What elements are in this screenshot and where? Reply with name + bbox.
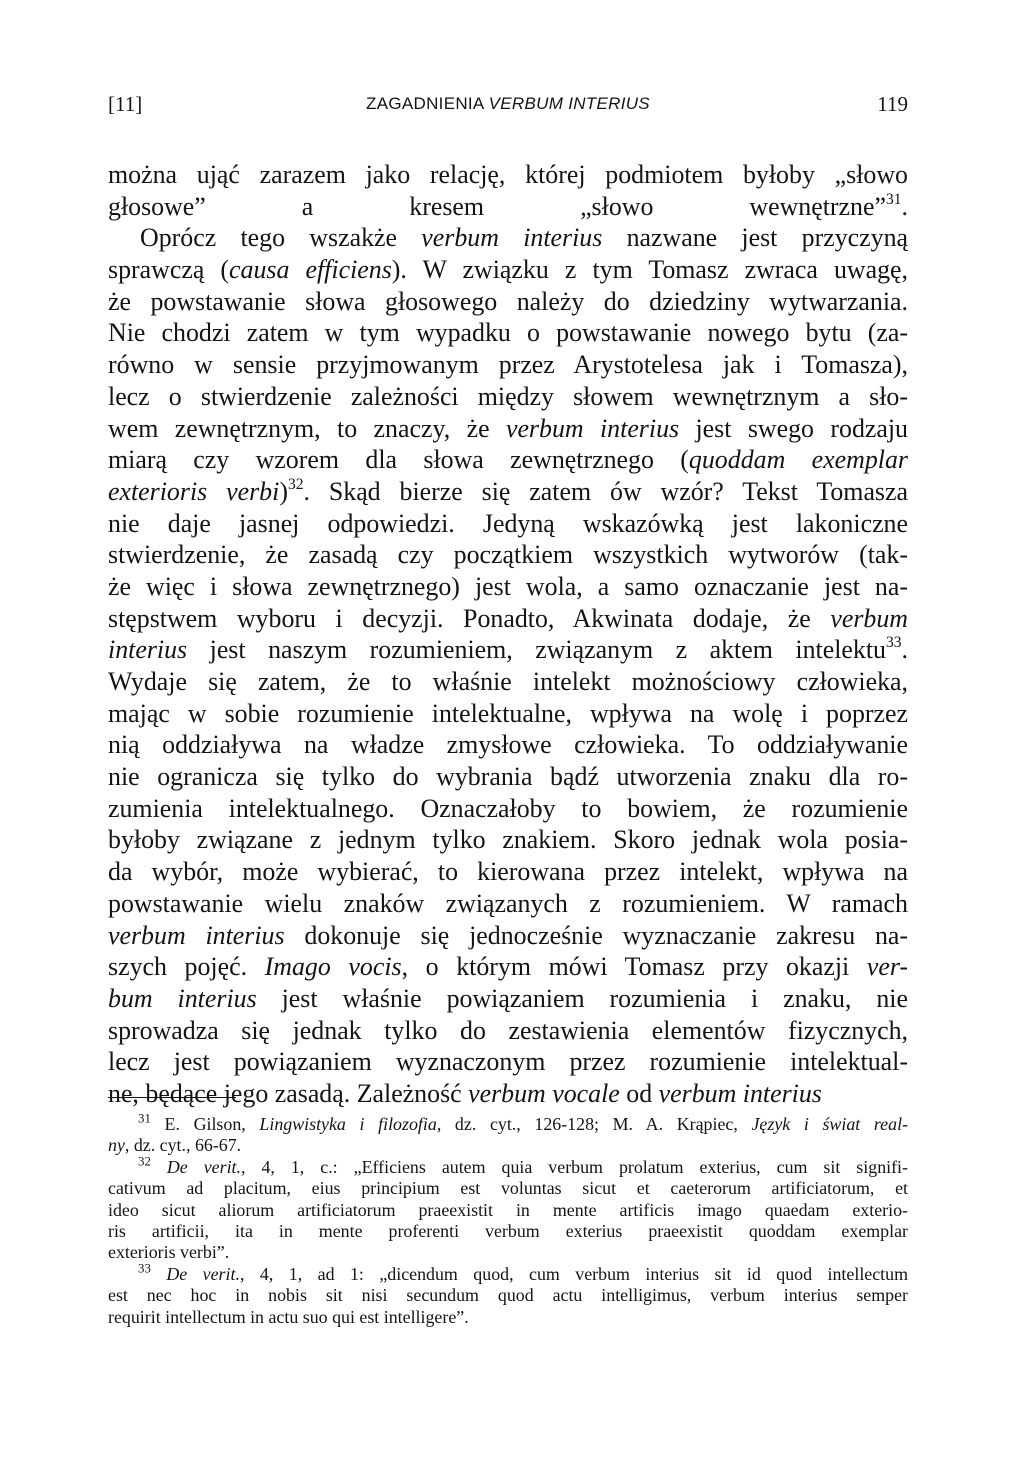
text-run: wem zewnętrznym, to znaczy, że	[108, 413, 506, 443]
footnote-line	[108, 1135, 908, 1156]
italic-text: quoddam exemplar	[688, 445, 908, 475]
italic-text: bum interius	[108, 983, 257, 1013]
text-run: , 4, 1, c.: „Efficiens autem quia verbum prolatum exterius, cum sit signifi-	[240, 1156, 908, 1177]
body-line	[108, 413, 908, 445]
text-run: ). W związku z tym Tomasz zwraca uwagę,	[391, 255, 908, 285]
running-title-italic: VERBUM INTERIUS	[488, 94, 650, 113]
body-line	[108, 191, 908, 223]
footnote-line	[108, 1242, 908, 1263]
text-run: sprowadza się jednak tylko do zestawienia elementów fizycznych,	[108, 1015, 908, 1045]
body-line	[108, 698, 908, 730]
text-run: requirit intellectum in actu suo qui est intelligere”.	[108, 1306, 469, 1327]
italic-text: verbum interius	[505, 413, 680, 443]
body-line	[108, 476, 908, 508]
footnote-line	[108, 1157, 908, 1178]
body-line	[108, 983, 908, 1015]
footnote-separator	[108, 1097, 236, 1098]
body-line	[108, 254, 908, 286]
text-run: ris artificii, ita in mente proferenti verbum exterius praeexistit quoddam exemplar	[108, 1220, 908, 1241]
italic-text: interius	[108, 635, 188, 665]
footnote-ref: 33	[885, 634, 902, 652]
text-run	[151, 1157, 167, 1177]
body-line	[108, 824, 908, 856]
footnote-ref: 31	[885, 190, 902, 208]
running-title	[108, 94, 908, 114]
text-run: byłoby związane z jednym tylko znakiem. Skoro jednak wola posia-	[108, 825, 908, 855]
text-run: da wybór, może wybierać, to kierowana przez intelekt, wpływa na	[108, 857, 908, 887]
footnote-line	[108, 1178, 908, 1199]
text-run: cativum ad placitum, eius principium est voluntas sicut et caeterorum artificiatorum, et	[108, 1178, 908, 1199]
body-line	[108, 951, 908, 983]
running-title-plain: ZAGADNIENIA	[366, 94, 489, 113]
body-line	[108, 222, 908, 254]
body-line	[108, 634, 908, 666]
footnote-line	[108, 1221, 908, 1242]
text-run: równo w sensie przyjmowanym przez Arystotelesa jak i Tomasza),	[108, 350, 908, 380]
text-run	[151, 1264, 166, 1284]
italic-text: causa efficiens	[229, 255, 392, 285]
text-run: Nie chodzi zatem w tym wypadku o powstawanie nowego bytu (za-	[108, 318, 908, 348]
text-run: stępstwem wyboru i decyzji. Ponadto, Akwinata dodaje, że	[108, 603, 831, 633]
body-line	[108, 793, 908, 825]
body-line	[108, 1078, 908, 1110]
body-line	[108, 349, 908, 381]
italic-text: Język i świat real-	[751, 1114, 908, 1134]
text-run: głosowe” a kresem „słowo wewnętrzne”	[108, 191, 886, 221]
footnote-line	[108, 1264, 908, 1285]
body-line	[108, 444, 908, 476]
text-run: , 4, 1, ad 1: „dicendum quod, cum verbum interius sit id quod intellectum	[239, 1263, 908, 1284]
text-run: .	[901, 191, 908, 221]
body-line	[108, 286, 908, 318]
text-run: że powstawanie słowa głosowego należy do dziedziny wytwarzania.	[108, 286, 908, 316]
text-run: nazwane jest przyczyną	[602, 223, 908, 253]
text-run: nią oddziaływa na władze zmysłowe człowieka. To oddziaływanie	[108, 730, 908, 760]
text-run: .	[901, 635, 908, 665]
text-run: , o którym mówi Tomasz przy okazji	[401, 952, 867, 982]
italic-text: verbum vocale	[468, 1078, 620, 1108]
italic-text: Imago vocis	[264, 952, 402, 982]
text-run: , dz. cyt., 126-128; M. A. Krąpiec,	[436, 1114, 752, 1134]
body-line	[108, 381, 908, 413]
text-run: od	[619, 1078, 659, 1108]
text-run: . Skąd bierze się zatem ów wzór? Tekst Tomasza	[303, 476, 908, 506]
footnote-ref: 32	[138, 1156, 151, 1169]
body-line	[108, 539, 908, 571]
text-run: Oprócz tego wszakże	[140, 223, 422, 253]
footnote-ref: 32	[287, 476, 304, 493]
body-line	[108, 159, 908, 191]
body-line	[108, 603, 908, 635]
body-line	[108, 317, 908, 349]
footnote-line	[108, 1114, 908, 1135]
body-text	[108, 159, 908, 1110]
text-run: nie ogranicza się tylko do wybrania bądź utworzenia znaku dla ro-	[108, 762, 908, 792]
body-line	[108, 508, 908, 540]
italic-text: ver-	[866, 952, 908, 982]
body-line	[108, 1015, 908, 1047]
italic-text: verbum interius	[421, 223, 603, 253]
text-run: dokonuje się jednocześnie wyznaczanie zakresu na-	[284, 920, 908, 950]
text-run: szych pojęć.	[108, 952, 265, 982]
body-line	[108, 761, 908, 793]
text-run: est nec hoc in nobis sit nisi secundum quod actu intelligimus, verbum interius semper	[108, 1285, 908, 1306]
italic-text: verbum	[830, 603, 908, 633]
body-line	[108, 666, 908, 698]
text-run: )	[279, 476, 288, 506]
text-run: E. Gilson,	[150, 1114, 260, 1134]
text-run: jest właśnie powiązaniem rozumienia i znaku, nie	[256, 983, 908, 1013]
text-run: mając w sobie rozumienie intelektualne, wpływa na wolę i poprzez	[108, 698, 908, 728]
italic-text: exterioris verbi	[108, 476, 280, 506]
italic-text: Lingwistyka i filozofia	[259, 1114, 437, 1134]
section-number: [11]	[108, 92, 143, 116]
italic-text: verbum interius	[658, 1078, 822, 1108]
footnote-ref: 33	[138, 1263, 151, 1276]
text-run: jest swego rodzaju	[679, 413, 908, 443]
footnotes	[108, 1114, 908, 1328]
footnote-line	[108, 1200, 908, 1221]
text-run: można ująć zarazem jako relację, której podmiotem byłoby „słowo	[108, 160, 908, 189]
body-line	[108, 571, 908, 603]
text-run: sprawczą (	[108, 255, 230, 285]
text-run: powstawanie wielu znaków związanych z rozumieniem. W ramach	[108, 888, 908, 918]
text-run: lecz o stwierdzenie zależności między słowem wewnętrznym a sło-	[108, 381, 908, 411]
italic-text: De verit.	[166, 1156, 241, 1177]
text-run: stwierdzenie, że zasadą czy początkiem wszystkich wytworów (tak-	[108, 540, 908, 570]
body-line	[108, 920, 908, 952]
italic-text: verbum interius	[108, 920, 285, 950]
running-head	[108, 92, 908, 122]
footnote-ref: 31	[138, 1114, 151, 1126]
italic-text: De verit.	[166, 1263, 240, 1284]
body-line	[108, 1046, 908, 1078]
text-run: lecz jest powiązaniem wyznaczonym przez rozumienie intelektual-	[108, 1047, 908, 1077]
text-run: że więc i słowa zewnętrznego) jest wola, a samo oznaczanie jest na-	[108, 571, 908, 601]
text-run: jest naszym rozumieniem, związanym z aktem intelektu	[187, 635, 886, 665]
text-run: zumienia intelektualnego. Oznaczałoby to bowiem, że rozumienie	[108, 793, 908, 823]
italic-text: ny	[108, 1135, 125, 1156]
page-number: 119	[877, 92, 908, 116]
text-run: ne, będące jego zasadą. Zależność	[108, 1078, 469, 1108]
footnote-line	[108, 1285, 908, 1306]
text-run: Wydaje się zatem, że to właśnie intelekt możnościowy człowieka,	[108, 667, 908, 696]
text-run: nie daje jasnej odpowiedzi. Jedyną wskazówką jest lakoniczne	[108, 508, 908, 538]
body-line	[108, 729, 908, 761]
body-line	[108, 888, 908, 920]
text-run: exterioris verbi”.	[108, 1242, 230, 1263]
body-line	[108, 856, 908, 888]
text-run: , dz. cyt., 66-67.	[124, 1135, 242, 1156]
text-run: miarą czy wzorem dla słowa zewnętrznego (	[108, 445, 689, 475]
text-run: ideo sicut aliorum artificiatorum praeexistit in mente artificis imago quaedam exterio-	[108, 1199, 908, 1220]
footnote-line	[108, 1307, 908, 1328]
